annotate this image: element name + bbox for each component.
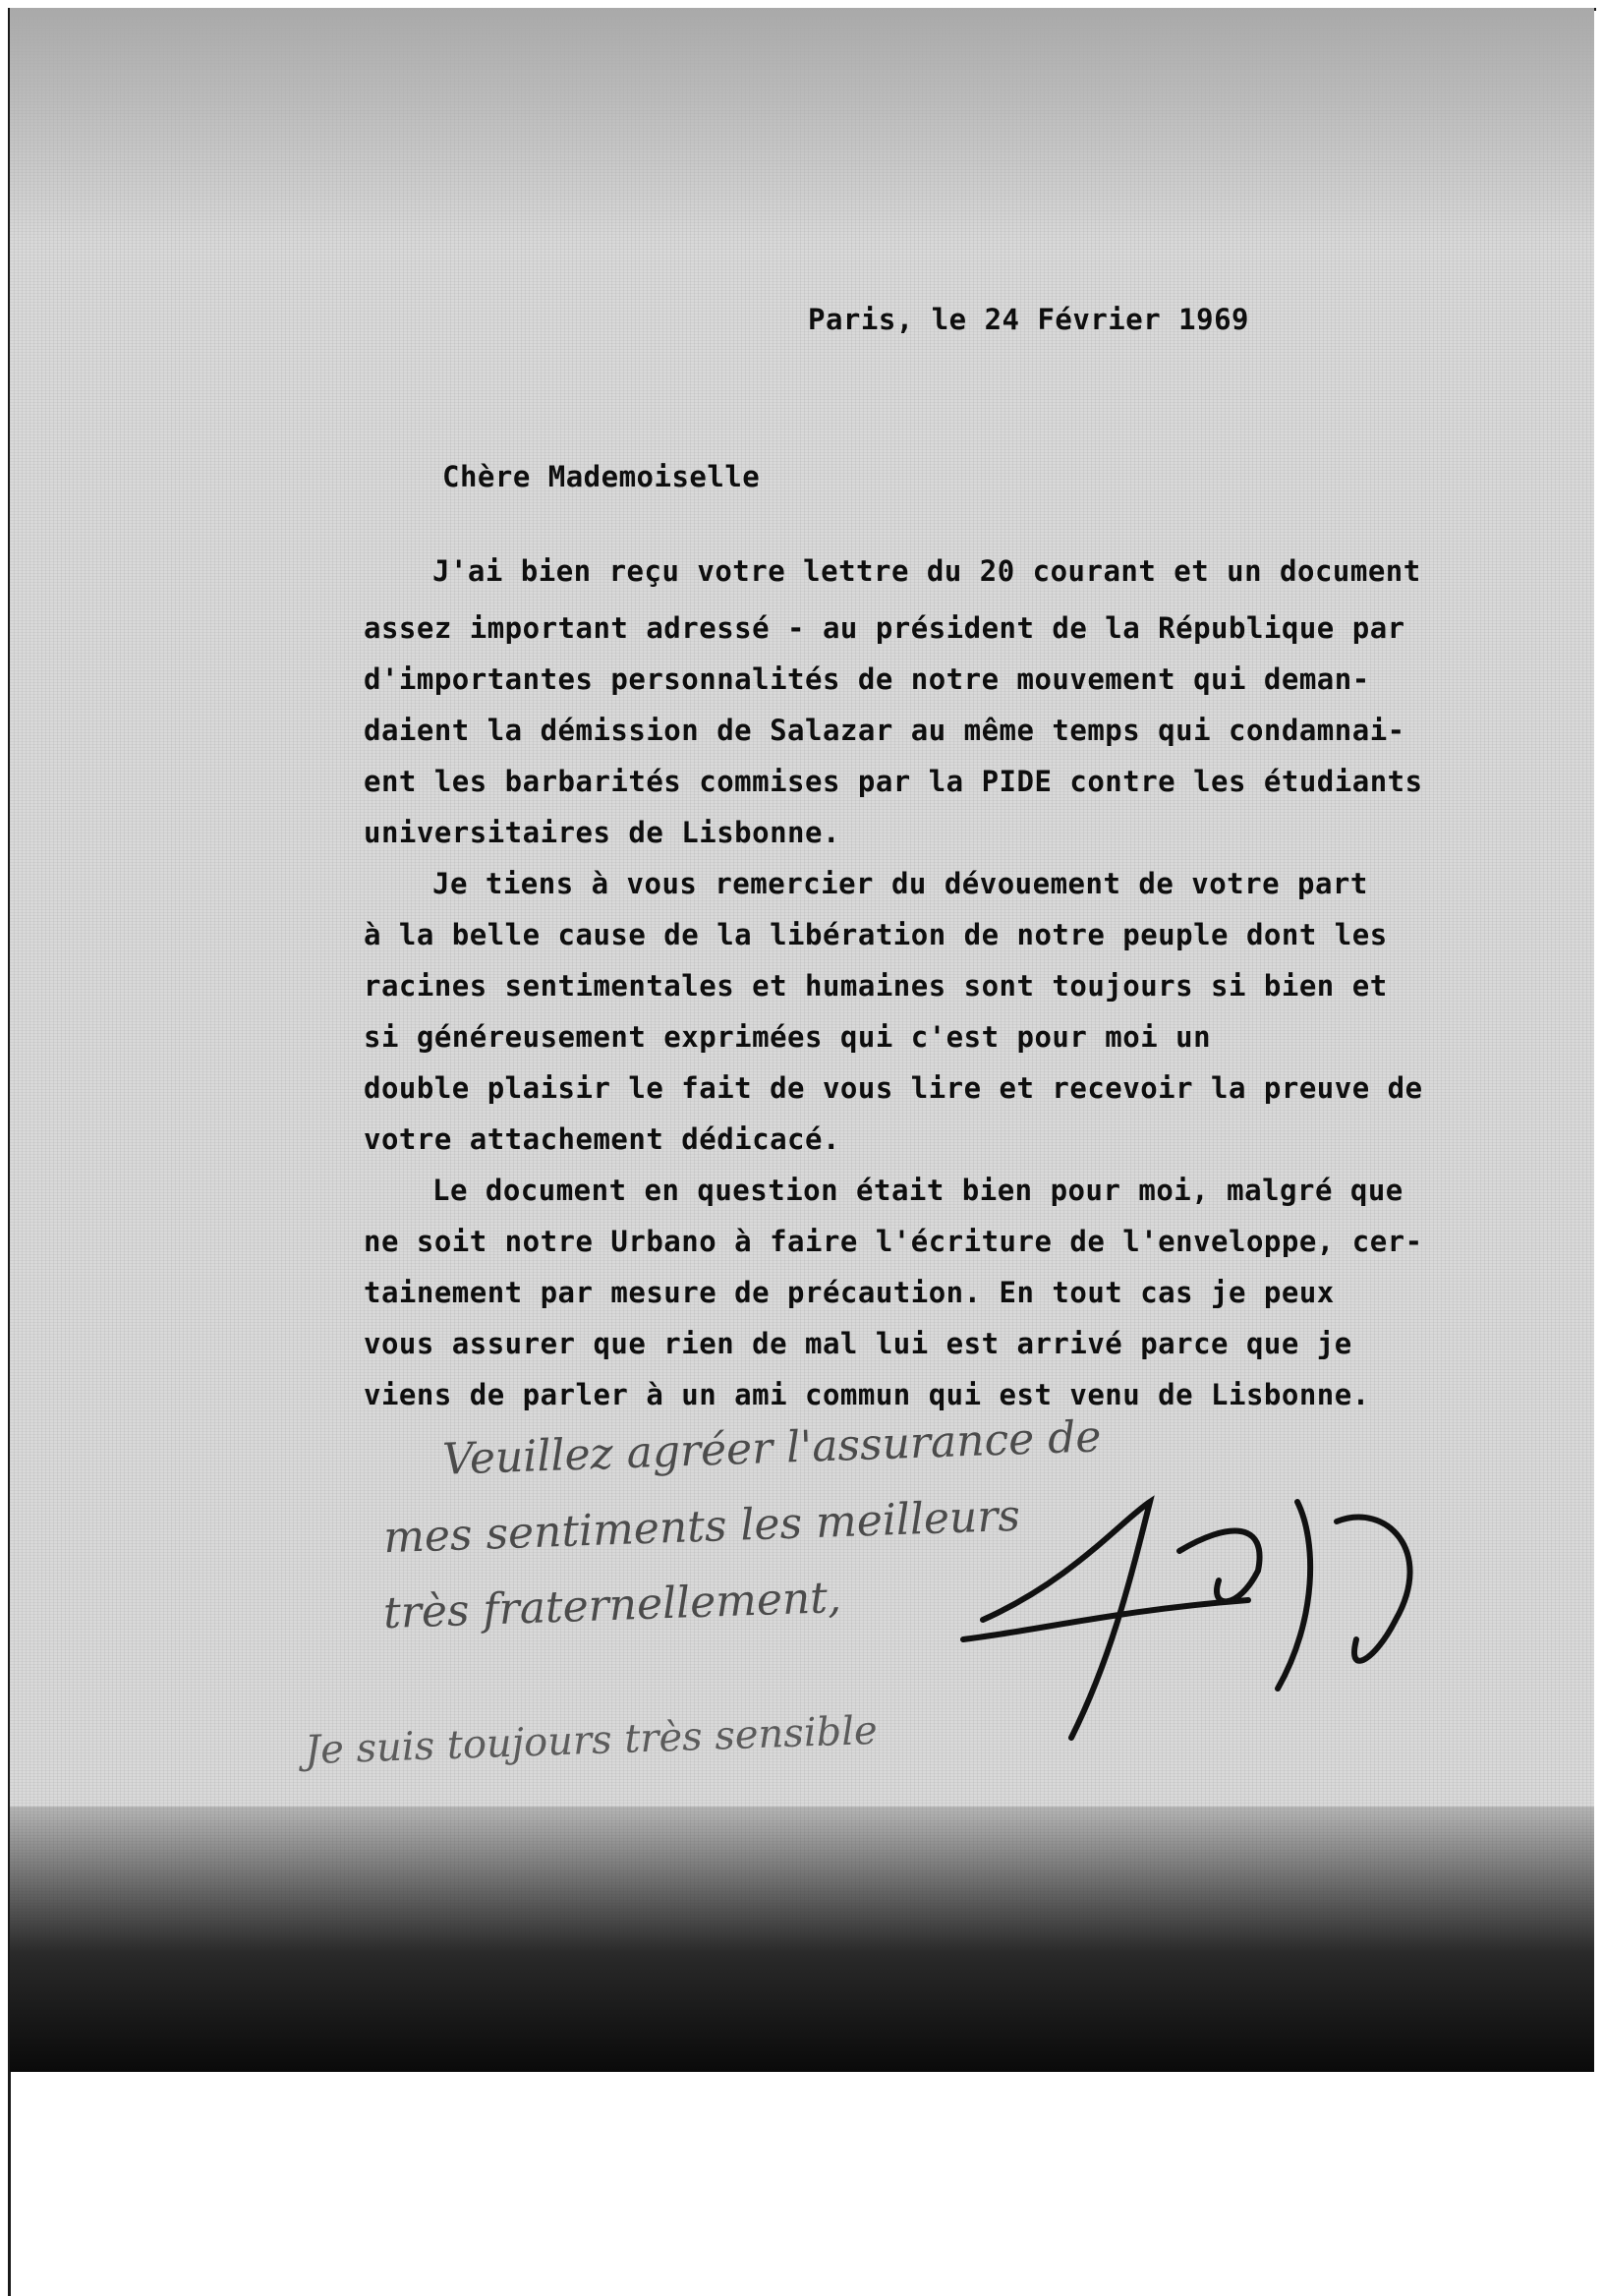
- text-line: J'ai bien reçu votre lettre du 20 courant et un document: [432, 554, 1421, 588]
- text-line: double plaisir le fait de vous lire et recevoir la preuve de: [364, 1071, 1423, 1105]
- text-line: si généreusement exprimées qui c'est pour moi un: [364, 1020, 1212, 1054]
- handwritten-line: très fraternellement,: [382, 1572, 842, 1639]
- text-line: viens de parler à un ami commun qui est venu de Lisbonne.: [364, 1378, 1370, 1411]
- scan-shading-top: [10, 8, 1594, 244]
- text-line: vous assurer que rien de mal lui est arrivé parce que je: [364, 1327, 1352, 1360]
- text-line: racines sentimentales et humaines sont toujours si bien et: [364, 969, 1388, 1003]
- text-line: universitaires de Lisbonne.: [364, 816, 840, 849]
- text-line: Le document en question était bien pour moi, malgré que: [432, 1174, 1404, 1207]
- text-line: d'importantes personnalités de notre mouvement qui deman-: [364, 662, 1370, 696]
- text-line: votre attachement dédicacé.: [364, 1122, 840, 1156]
- text-line: ne soit notre Urbano à faire l'écriture de l'enveloppe, cer-: [364, 1225, 1423, 1258]
- letter-page: [10, 8, 1594, 2072]
- text-line: assez important adressé - au président de la République par: [364, 611, 1405, 645]
- handwritten-line: mes sentiments les meilleurs: [382, 1490, 1021, 1564]
- text-line: Je tiens à vous remercier du dévouement de votre part: [432, 867, 1368, 900]
- date-line: Paris, le 24 Février 1969: [808, 303, 1249, 336]
- signature-scrawl: [924, 1463, 1474, 1757]
- handwritten-line: Veuillez agréer l'assurance de: [441, 1411, 1103, 1485]
- text-line: ent les barbarités commises par la PIDE contre les étudiants: [364, 765, 1423, 798]
- text-line: à la belle cause de la libération de notre peuple dont les: [364, 918, 1388, 951]
- salutation: Chère Mademoiselle: [442, 460, 761, 493]
- text-line: tainement par mesure de précaution. En tout cas je peux: [364, 1276, 1335, 1309]
- scan-shading-bottom: [10, 1807, 1594, 2072]
- text-line: daient la démission de Salazar au même temps qui condamnai-: [364, 714, 1405, 747]
- handwritten-line: Je suis toujours très sensible: [304, 1707, 879, 1774]
